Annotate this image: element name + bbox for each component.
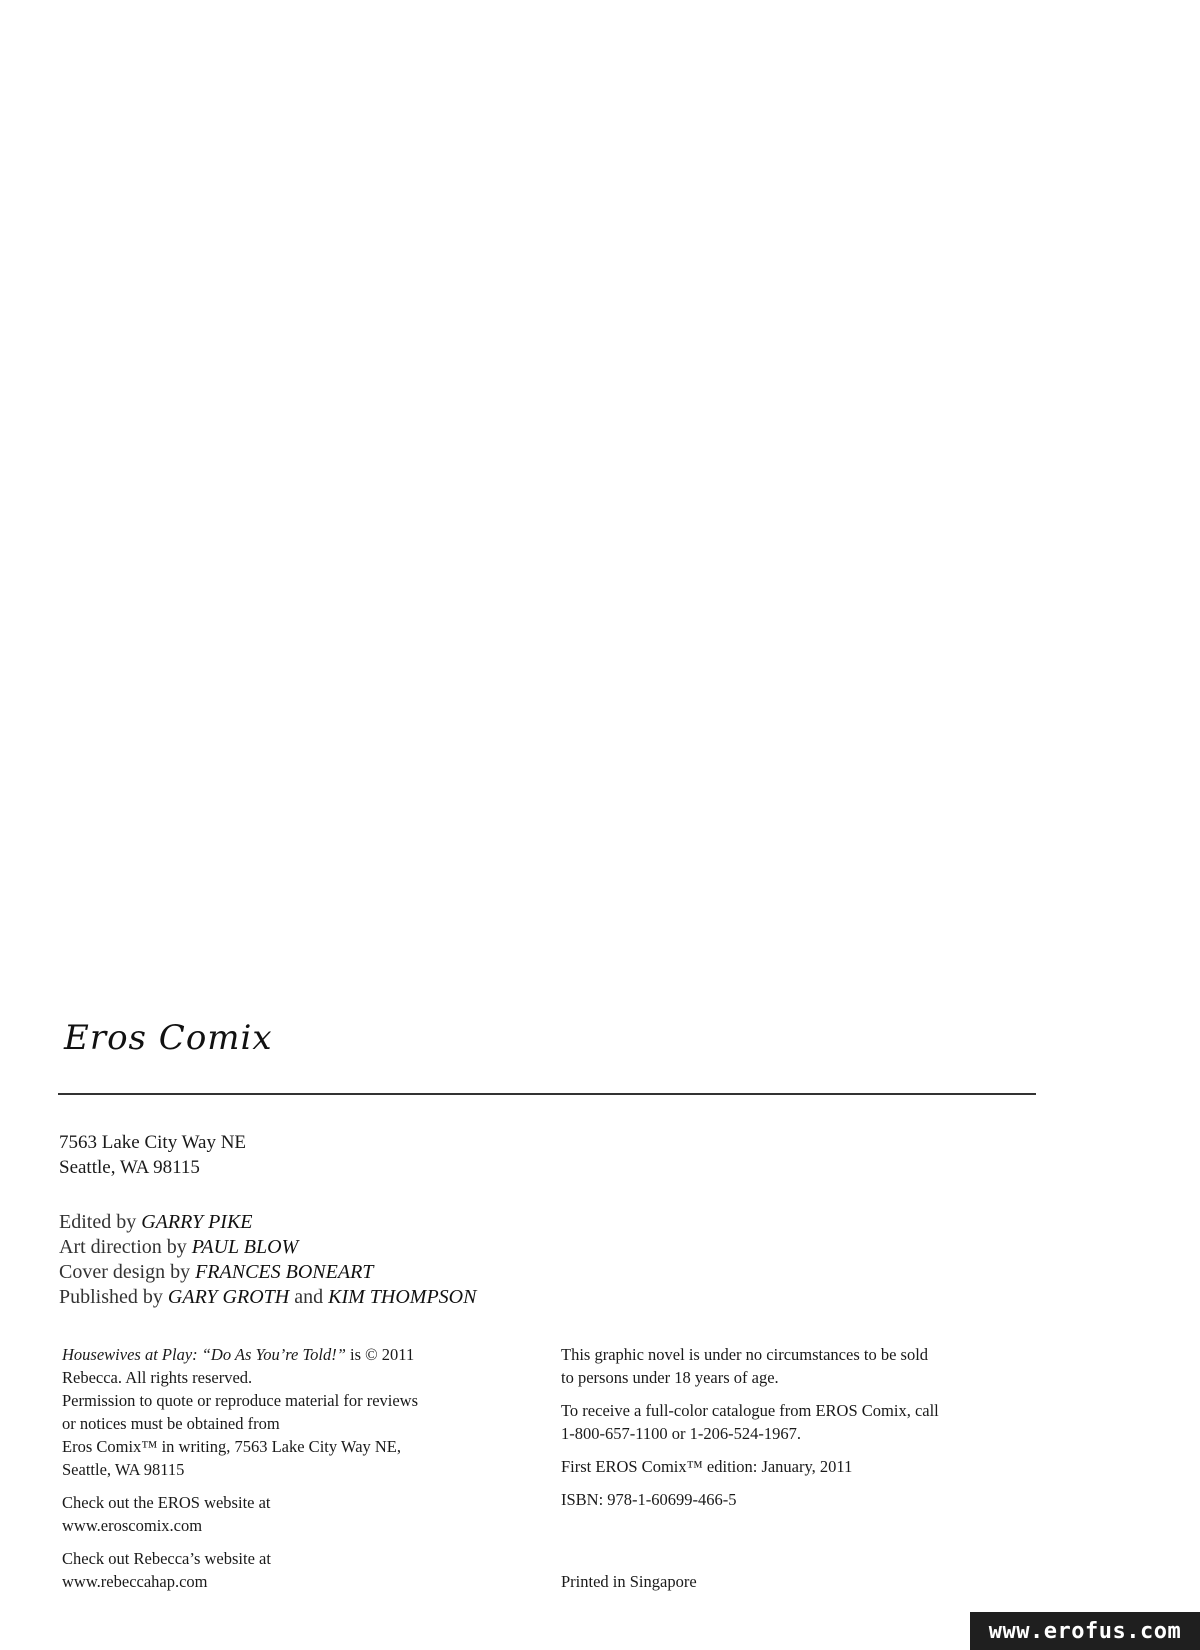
address-line: Seattle, WA 98115: [59, 1157, 200, 1178]
credit-label: Edited by: [59, 1211, 142, 1233]
age-restriction-note: [561, 1343, 1031, 1389]
credit-label: Art direction by: [59, 1236, 192, 1258]
age-line: This graphic novel is under no circumstances to be sold: [561, 1345, 929, 1364]
permission-line: or notices must be obtained from: [62, 1414, 280, 1433]
credits-block: [59, 1210, 476, 1310]
catalogue-phone: 1-800-657-1100 or 1-206-524-1967.: [561, 1424, 801, 1443]
credit-name: FRANCES BONEART: [195, 1261, 374, 1283]
copyright-line: [62, 1343, 532, 1366]
isbn-note: ISBN: 978-1-60699-466-5: [561, 1490, 737, 1509]
copyright-line: Rebecca. All rights reserved.: [62, 1368, 253, 1387]
credit-name: GARY GROTH: [167, 1286, 290, 1308]
credit-cover-design: [59, 1260, 476, 1285]
credit-label: Cover design by: [59, 1261, 196, 1283]
permission-line: Eros Comix™ in writing, 7563 Lake City Way NE,: [62, 1437, 402, 1456]
edition-note: First EROS Comix™ edition: January, 2011: [561, 1457, 853, 1476]
website-line: Check out the EROS website at: [62, 1493, 271, 1512]
eros-website-link[interactable]: www.eroscomix.com: [62, 1516, 203, 1535]
credit-joiner: and: [289, 1286, 329, 1308]
site-watermark: www.erofus.com: [970, 1612, 1200, 1650]
permission-line: Seattle, WA 98115: [62, 1460, 185, 1479]
credit-name: GARRY PIKE: [141, 1211, 253, 1233]
publisher-logo: Eros Comix: [64, 1018, 273, 1058]
rebecca-website-link[interactable]: www.rebeccahap.com: [62, 1572, 208, 1591]
copyright-notice: [62, 1343, 532, 1481]
copyright-year: is © 2011: [345, 1345, 415, 1364]
publisher-address: [59, 1130, 246, 1180]
credit-editor: [59, 1210, 476, 1235]
address-line: 7563 Lake City Way NE: [59, 1132, 247, 1153]
legal-right-column: [561, 1343, 1031, 1521]
age-line: to persons under 18 years of age.: [561, 1368, 779, 1387]
catalogue-note: [561, 1399, 1031, 1445]
credit-label: Published by: [59, 1286, 168, 1308]
printed-in-note: Printed in Singapore: [561, 1572, 697, 1591]
credit-name: KIM THOMPSON: [328, 1286, 477, 1308]
book-title: Housewives at Play: “Do As You’re Told!”: [62, 1345, 346, 1364]
rebecca-website-note: [62, 1547, 532, 1593]
credit-name: PAUL BLOW: [191, 1236, 299, 1258]
credit-art-direction: [59, 1235, 476, 1260]
divider-rule: [58, 1093, 1036, 1095]
legal-left-column: [62, 1343, 532, 1603]
catalogue-line: To receive a full-color catalogue from EROS Comix, call: [561, 1401, 939, 1420]
website-line: Check out Rebecca’s website at: [62, 1549, 271, 1568]
permission-line: Permission to quote or reproduce material for reviews: [62, 1391, 419, 1410]
eros-website-note: [62, 1491, 532, 1537]
credit-publishers: [59, 1285, 476, 1310]
